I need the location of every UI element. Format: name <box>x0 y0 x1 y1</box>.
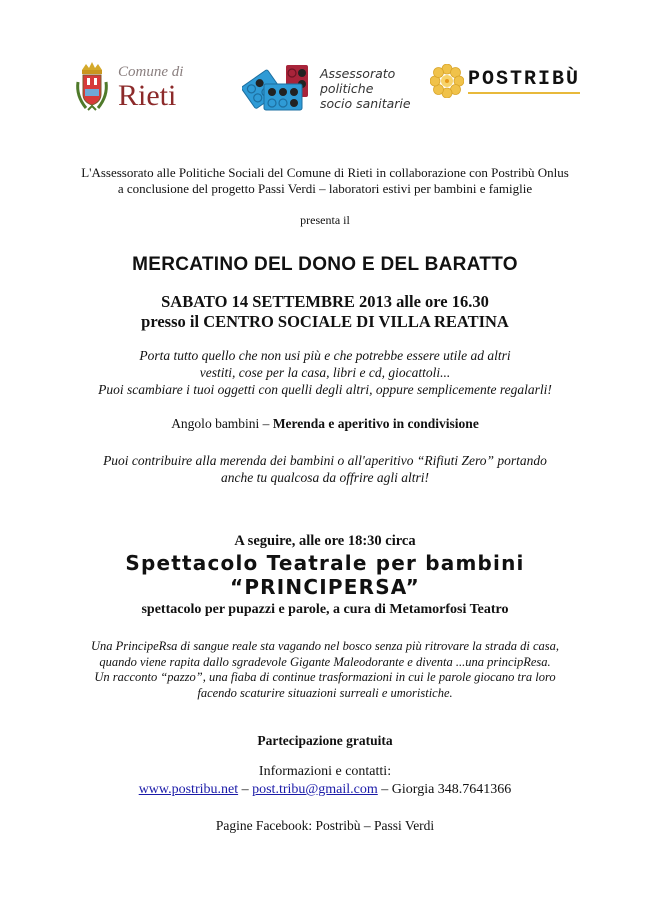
show-title <box>0 551 650 599</box>
separator: – <box>238 782 253 797</box>
show-title-line-2: “PRINCIPERSA” <box>229 575 420 599</box>
comune-label: Comune di <box>118 64 184 80</box>
rieti-label: Rieti <box>118 79 177 112</box>
contribute-line-2: anche tu qualcosa da offrire agli altri! <box>221 470 429 485</box>
intro-line-1: L'Assessorato alle Politiche Sociali del Comune di Rieti in collaborazione con Postribù Onlus <box>81 165 569 180</box>
story-line-2: quando viene rapita dallo sgradevole Gigante Maleodorante e diventa ...una principResa. <box>99 654 551 669</box>
description-line-2: vestiti, cose per la casa, libri e cd, giocattoli... <box>199 365 451 380</box>
assessorato-line1: Assessorato <box>320 65 396 81</box>
event-title: MERCATINO DEL DONO E DEL BARATTO <box>132 254 518 275</box>
angolo-bold: Merenda e aperitivo in condivisione <box>272 416 479 431</box>
story-line-4: facendo scaturire situazioni surreali e umoristiche. <box>197 685 453 700</box>
story-text <box>0 639 650 701</box>
postribu-wordmark: POSTRIBÙ <box>468 68 580 94</box>
contribute-text <box>0 452 650 486</box>
event-description <box>0 347 650 398</box>
angolo-bambini <box>0 416 650 432</box>
intro-text <box>0 165 650 197</box>
story-line-1: Una PrincipeRsa di sangue reale sta vagando nel bosco senza più ritrovare la strada di casa, <box>90 639 559 653</box>
show-subtitle: spettacolo per pupazzi e parole, a cura di Metamorfosi Teatro <box>141 602 509 617</box>
free-entry: Partecipazione gratuita <box>257 733 393 748</box>
sun-flower-icon <box>430 64 464 98</box>
event-date: SABATO 14 SETTEMBRE 2013 alle ore 16.30 <box>161 292 489 311</box>
website-link[interactable]: www.postribu.net <box>138 782 239 797</box>
email-link[interactable]: post.tribu@gmail.com <box>252 782 378 797</box>
show-time: A seguire, alle ore 18:30 circa <box>234 533 416 549</box>
contacts-line <box>0 781 650 799</box>
intro-line-2: a conclusione del progetto Passi Verdi – laboratori estivi per bambini e famiglie <box>117 181 533 196</box>
coat-of-arms-icon <box>74 60 110 116</box>
description-line-3: Puoi scambiare i tuoi oggetti con quelli degli altri, oppure semplicemente regalarli! <box>98 382 552 397</box>
logo-bar <box>0 58 650 122</box>
event-details <box>0 292 650 332</box>
contribute-line-1: Puoi contribuire alla merenda dei bambini o all'aperitivo “Rifiuti Zero” portando <box>103 453 547 468</box>
show-title-line-1: Spettacolo Teatrale per bambini <box>125 551 525 575</box>
presenta-text: presenta il <box>300 213 350 227</box>
contacts <box>0 763 650 799</box>
assessorato-line2: politiche <box>320 80 374 96</box>
description-line-1: Porta tutto quello che non usi più e che potrebbe essere utile ad altri <box>139 348 511 363</box>
puzzle-pieces-icon <box>242 62 314 114</box>
assessorato-logo <box>242 62 411 114</box>
event-place: presso il CENTRO SOCIALE DI VILLA REATINA <box>141 312 509 331</box>
phone-text: – Giorgia 348.7641366 <box>377 782 512 797</box>
assessorato-line3: socio sanitarie <box>320 95 411 111</box>
story-line-3: Un racconto “pazzo”, una fiaba di continue trasformazioni in cui le parole giocano tra loro <box>94 670 556 684</box>
postribu-logo <box>430 64 580 98</box>
comune-di-rieti-logo <box>74 60 183 116</box>
facebook-pages: Pagine Facebook: Postribù – Passi Verdi <box>215 818 435 833</box>
angolo-prefix: Angolo bambini – <box>171 416 273 431</box>
contacts-label: Informazioni e contatti: <box>258 764 392 779</box>
